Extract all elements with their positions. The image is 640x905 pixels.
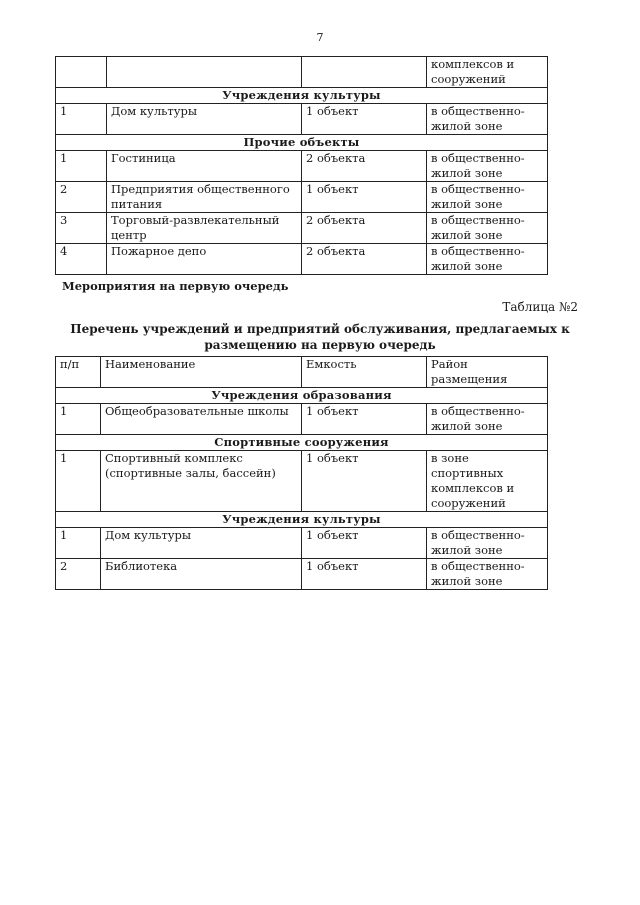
row-name: Дом культуры: [107, 104, 302, 135]
row-capacity: 1 объект: [302, 559, 427, 590]
row-number: [56, 57, 107, 88]
row-location: в общественно-жилой зоне: [427, 104, 548, 135]
row-location: в общественно-жилой зоне: [427, 559, 548, 590]
row-location: в общественно-жилой зоне: [427, 151, 548, 182]
page-number: 7: [316, 31, 324, 44]
row-location: в общественно-жилой зоне: [427, 528, 548, 559]
header-name: Наименование: [101, 357, 302, 388]
services-table-first-stage: [55, 356, 548, 590]
row-name: Дом культуры: [101, 528, 302, 559]
section-row: [56, 388, 548, 404]
section-title: Учреждения культуры: [56, 88, 548, 104]
section-row: [56, 88, 548, 104]
row-capacity: 1 объект: [302, 104, 427, 135]
row-name: Библиотека: [101, 559, 302, 590]
row-number: 4: [56, 244, 107, 275]
section-title: Прочие объекты: [56, 135, 548, 151]
header-location: Район размещения: [427, 357, 548, 388]
table-row: [56, 151, 548, 182]
row-location: в общественно-жилой зоне: [427, 182, 548, 213]
row-capacity: 2 объекта: [302, 151, 427, 182]
row-location: в общественно-жилой зоне: [427, 213, 548, 244]
table-row: [56, 451, 548, 512]
row-capacity: 1 объект: [302, 404, 427, 435]
row-number: 1: [56, 451, 101, 512]
table-row: [56, 213, 548, 244]
row-capacity: 2 объекта: [302, 244, 427, 275]
table-row: [56, 182, 548, 213]
table-row: [56, 404, 548, 435]
row-name: Общеобразовательные школы: [101, 404, 302, 435]
section-row: [56, 435, 548, 451]
row-number: 1: [56, 404, 101, 435]
row-capacity: 2 объекта: [302, 213, 427, 244]
row-name: Предприятия общественного питания: [107, 182, 302, 213]
row-location: комплексов и сооружений: [427, 57, 548, 88]
header-capacity: Емкость: [302, 357, 427, 388]
section-row: [56, 512, 548, 528]
section-heading: Мероприятия на первую очередь: [62, 279, 289, 293]
row-name: [107, 57, 302, 88]
table-row: [56, 528, 548, 559]
row-number: 1: [56, 528, 101, 559]
row-number: 3: [56, 213, 107, 244]
section-title: Учреждения образования: [56, 388, 548, 404]
row-name: Торговый-развлекательный центр: [107, 213, 302, 244]
section-row: [56, 135, 548, 151]
table-label: Таблица №2: [502, 300, 578, 314]
row-number: 2: [56, 182, 107, 213]
row-number: 1: [56, 104, 107, 135]
row-capacity: 1 объект: [302, 182, 427, 213]
table-header-row: [56, 357, 548, 388]
row-number: 2: [56, 559, 101, 590]
row-name: Спортивный комплекс (спортивные залы, бассейн): [101, 451, 302, 512]
table-row: [56, 244, 548, 275]
table-row: [56, 559, 548, 590]
services-table-continued: [55, 56, 548, 275]
row-number: 1: [56, 151, 107, 182]
section-title: Спортивные сооружения: [56, 435, 548, 451]
row-location: в зоне спортивных комплексов и сооружений: [427, 451, 548, 512]
table-row: [56, 57, 548, 88]
row-location: в общественно-жилой зоне: [427, 244, 548, 275]
row-location: в общественно-жилой зоне: [427, 404, 548, 435]
row-capacity: 1 объект: [302, 528, 427, 559]
row-capacity: 1 объект: [302, 451, 427, 512]
table-row: [56, 104, 548, 135]
row-name: Гостиница: [107, 151, 302, 182]
section-title: Учреждения культуры: [56, 512, 548, 528]
table-title: Перечень учреждений и предприятий обслуживания, предлагаемых к размещению на первую очередь: [70, 322, 570, 352]
row-name: Пожарное депо: [107, 244, 302, 275]
header-number: п/п: [56, 357, 101, 388]
row-capacity: [302, 57, 427, 88]
